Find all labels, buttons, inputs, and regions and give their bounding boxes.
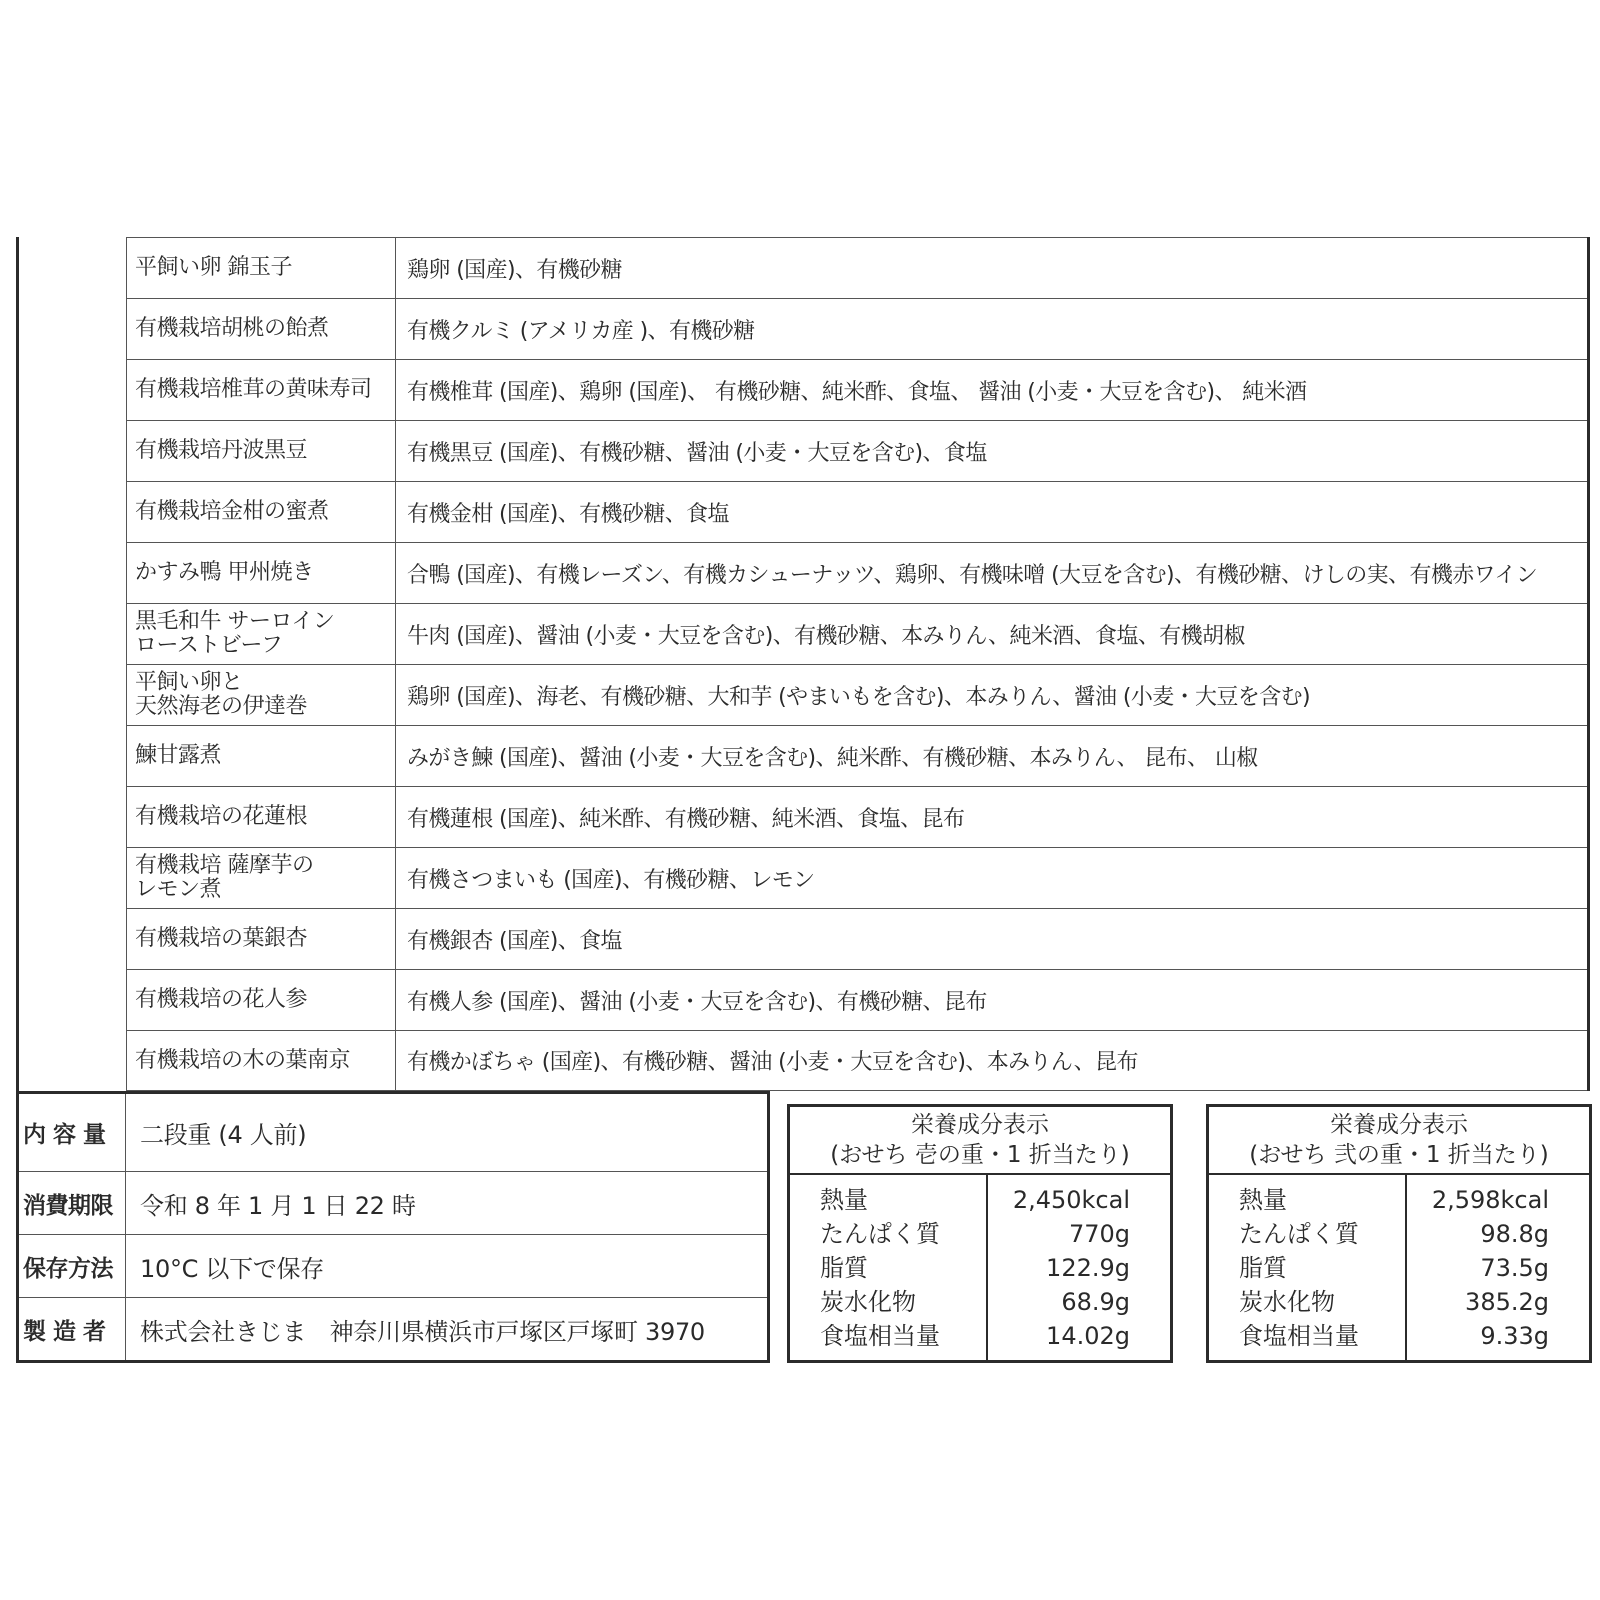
dish-ingredients: みがき鰊 (国産)、醤油 (小麦・大豆を含む)、純米酢、有機砂糖、本みりん、 昆布、 山椒 <box>407 745 1258 771</box>
dish-ingredients: 有機さつまいも (国産)、有機砂糖、レモン <box>407 867 815 893</box>
dish-name: 有機栽培の花蓮根 <box>127 787 396 847</box>
dish-name: 有機栽培 薩摩芋の レモン煮 <box>127 848 396 908</box>
ingredient-row <box>126 664 1587 725</box>
info-value: 株式会社きじま 神奈川県横浜市戸塚区戸塚町 3970 <box>140 1317 705 1346</box>
dish-name: 鰊甘露煮 <box>127 726 396 786</box>
nutrition-header <box>1209 1107 1589 1175</box>
info-value: 10°C 以下で保存 <box>140 1254 324 1283</box>
ingredient-row <box>126 847 1587 908</box>
info-label: 保存方法 <box>19 1235 126 1297</box>
dish-ingredients: 有機椎茸 (国産)、鶏卵 (国産)、 有機砂糖、純米酢、食塩、 醤油 (小麦・大豆を含む)、 純米酒 <box>407 379 1307 405</box>
ingredient-row <box>126 542 1587 603</box>
dish-ingredients: 有機人参 (国産)、醤油 (小麦・大豆を含む)、有機砂糖、昆布 <box>407 989 987 1015</box>
nutrition-subtitle: (おせち 壱の重・1 折当たり) <box>830 1142 1130 1168</box>
nutrition-value: 68.9g <box>1061 1288 1130 1316</box>
ingredient-row <box>126 725 1587 786</box>
dish-ingredients: 牛肉 (国産)、醤油 (小麦・大豆を含む)、有機砂糖、本みりん、純米酒、食塩、有機胡椒 <box>407 623 1245 649</box>
ingredients-table <box>16 237 1590 1091</box>
nutrition-title: 栄養成分表示 <box>1330 1112 1468 1138</box>
column-divider <box>1405 1175 1407 1360</box>
ingredient-row <box>126 603 1587 664</box>
nutrition-values <box>1013 1183 1130 1353</box>
dish-ingredients: 鶏卵 (国産)、有機砂糖 <box>407 257 622 283</box>
column-divider <box>986 1175 988 1360</box>
info-label: 消費期限 <box>19 1172 126 1234</box>
nutrition-value: 2,598kcal <box>1431 1186 1549 1214</box>
dish-name: 平飼い卵 錦玉子 <box>127 238 396 298</box>
nutrition-label: 食塩相当量 <box>1239 1322 1359 1350</box>
ingredient-row <box>126 969 1587 1030</box>
info-row-storage <box>19 1235 767 1298</box>
product-info-table <box>16 1091 770 1363</box>
info-label: 内 容 量 <box>19 1094 126 1171</box>
nutrition-value: 770g <box>1068 1220 1130 1248</box>
nutrition-label: 熱量 <box>820 1186 868 1214</box>
ingredient-row <box>126 420 1587 481</box>
dish-name: 有機栽培椎茸の黄味寿司 <box>127 360 396 420</box>
dish-name: 有機栽培の木の葉南京 <box>127 1031 396 1090</box>
dish-ingredients: 有機かぼちゃ (国産)、有機砂糖、醤油 (小麦・大豆を含む)、本みりん、昆布 <box>407 1050 1138 1075</box>
dish-ingredients: 有機金柑 (国産)、有機砂糖、食塩 <box>407 501 729 527</box>
dish-ingredients: 有機銀杏 (国産)、食塩 <box>407 928 622 954</box>
nutrition-value: 14.02g <box>1046 1322 1130 1350</box>
nutrition-label: 脂質 <box>1239 1254 1287 1282</box>
ingredient-row <box>126 359 1587 420</box>
nutrition-label: 食塩相当量 <box>820 1322 940 1350</box>
info-label: 製 造 者 <box>19 1298 126 1360</box>
nutrition-label: たんぱく質 <box>1239 1220 1359 1248</box>
nutrition-label: たんぱく質 <box>820 1220 940 1248</box>
dish-ingredients: 有機蓮根 (国産)、純米酢、有機砂糖、純米酒、食塩、昆布 <box>407 806 965 832</box>
dish-name: 有機栽培の葉銀杏 <box>127 909 396 969</box>
nutrition-label: 炭水化物 <box>820 1288 916 1316</box>
nutrition-title: 栄養成分表示 <box>911 1112 1049 1138</box>
ingredient-row <box>126 237 1587 298</box>
dish-name: 黒毛和牛 サーロイン ローストビーフ <box>127 604 396 664</box>
dish-ingredients: 有機黒豆 (国産)、有機砂糖、醤油 (小麦・大豆を含む)、食塩 <box>407 440 987 466</box>
dish-ingredients: 有機クルミ (アメリカ産 )、有機砂糖 <box>407 318 755 344</box>
dish-name: かすみ鴨 甲州焼き <box>127 543 396 603</box>
dish-name: 有機栽培胡桃の飴煮 <box>127 299 396 359</box>
ingredient-row <box>126 481 1587 542</box>
dish-name: 有機栽培丹波黒豆 <box>127 421 396 481</box>
info-value: 二段重 (4 人前) <box>140 1121 307 1149</box>
nutrition-box-first-tier <box>787 1104 1173 1363</box>
nutrition-value: 385.2g <box>1465 1288 1549 1316</box>
dish-ingredients: 合鴨 (国産)、有機レーズン、有機カシューナッツ、鶏卵、有機味噌 (大豆を含む)、有機砂糖、けしの実、有機赤ワイン <box>407 562 1538 588</box>
info-row-expiry <box>19 1172 767 1235</box>
info-row-contents <box>19 1094 767 1172</box>
nutrition-value: 9.33g <box>1480 1322 1549 1350</box>
info-value: 令和 8 年 1 月 1 日 22 時 <box>140 1191 416 1220</box>
nutrition-labels <box>1239 1183 1359 1353</box>
nutrition-value: 122.9g <box>1046 1254 1130 1282</box>
nutrition-label: 熱量 <box>1239 1186 1287 1214</box>
nutrition-header <box>790 1107 1170 1175</box>
nutrition-label: 脂質 <box>820 1254 868 1282</box>
nutrition-values <box>1432 1183 1549 1353</box>
ingredient-row <box>126 786 1587 847</box>
nutrition-value: 98.8g <box>1480 1220 1549 1248</box>
ingredient-row <box>126 1030 1587 1091</box>
nutrition-label: 炭水化物 <box>1239 1288 1335 1316</box>
dish-name: 平飼い卵と 天然海老の伊達巻 <box>127 665 396 725</box>
info-row-manufacturer <box>19 1298 767 1360</box>
ingredient-row <box>126 908 1587 969</box>
dish-name: 有機栽培金柑の蜜煮 <box>127 482 396 542</box>
dish-name: 有機栽培の花人参 <box>127 970 396 1030</box>
dish-ingredients: 鶏卵 (国産)、海老、有機砂糖、大和芋 (やまいもを含む)、本みりん、醤油 (小麦・大豆を含む) <box>407 684 1311 710</box>
nutrition-value: 2,450kcal <box>1012 1186 1130 1214</box>
nutrition-labels <box>820 1183 940 1353</box>
nutrition-value: 73.5g <box>1480 1254 1549 1282</box>
nutrition-subtitle: (おせち 弐の重・1 折当たり) <box>1249 1142 1549 1168</box>
nutrition-box-second-tier <box>1206 1104 1592 1363</box>
ingredient-row <box>126 298 1587 359</box>
